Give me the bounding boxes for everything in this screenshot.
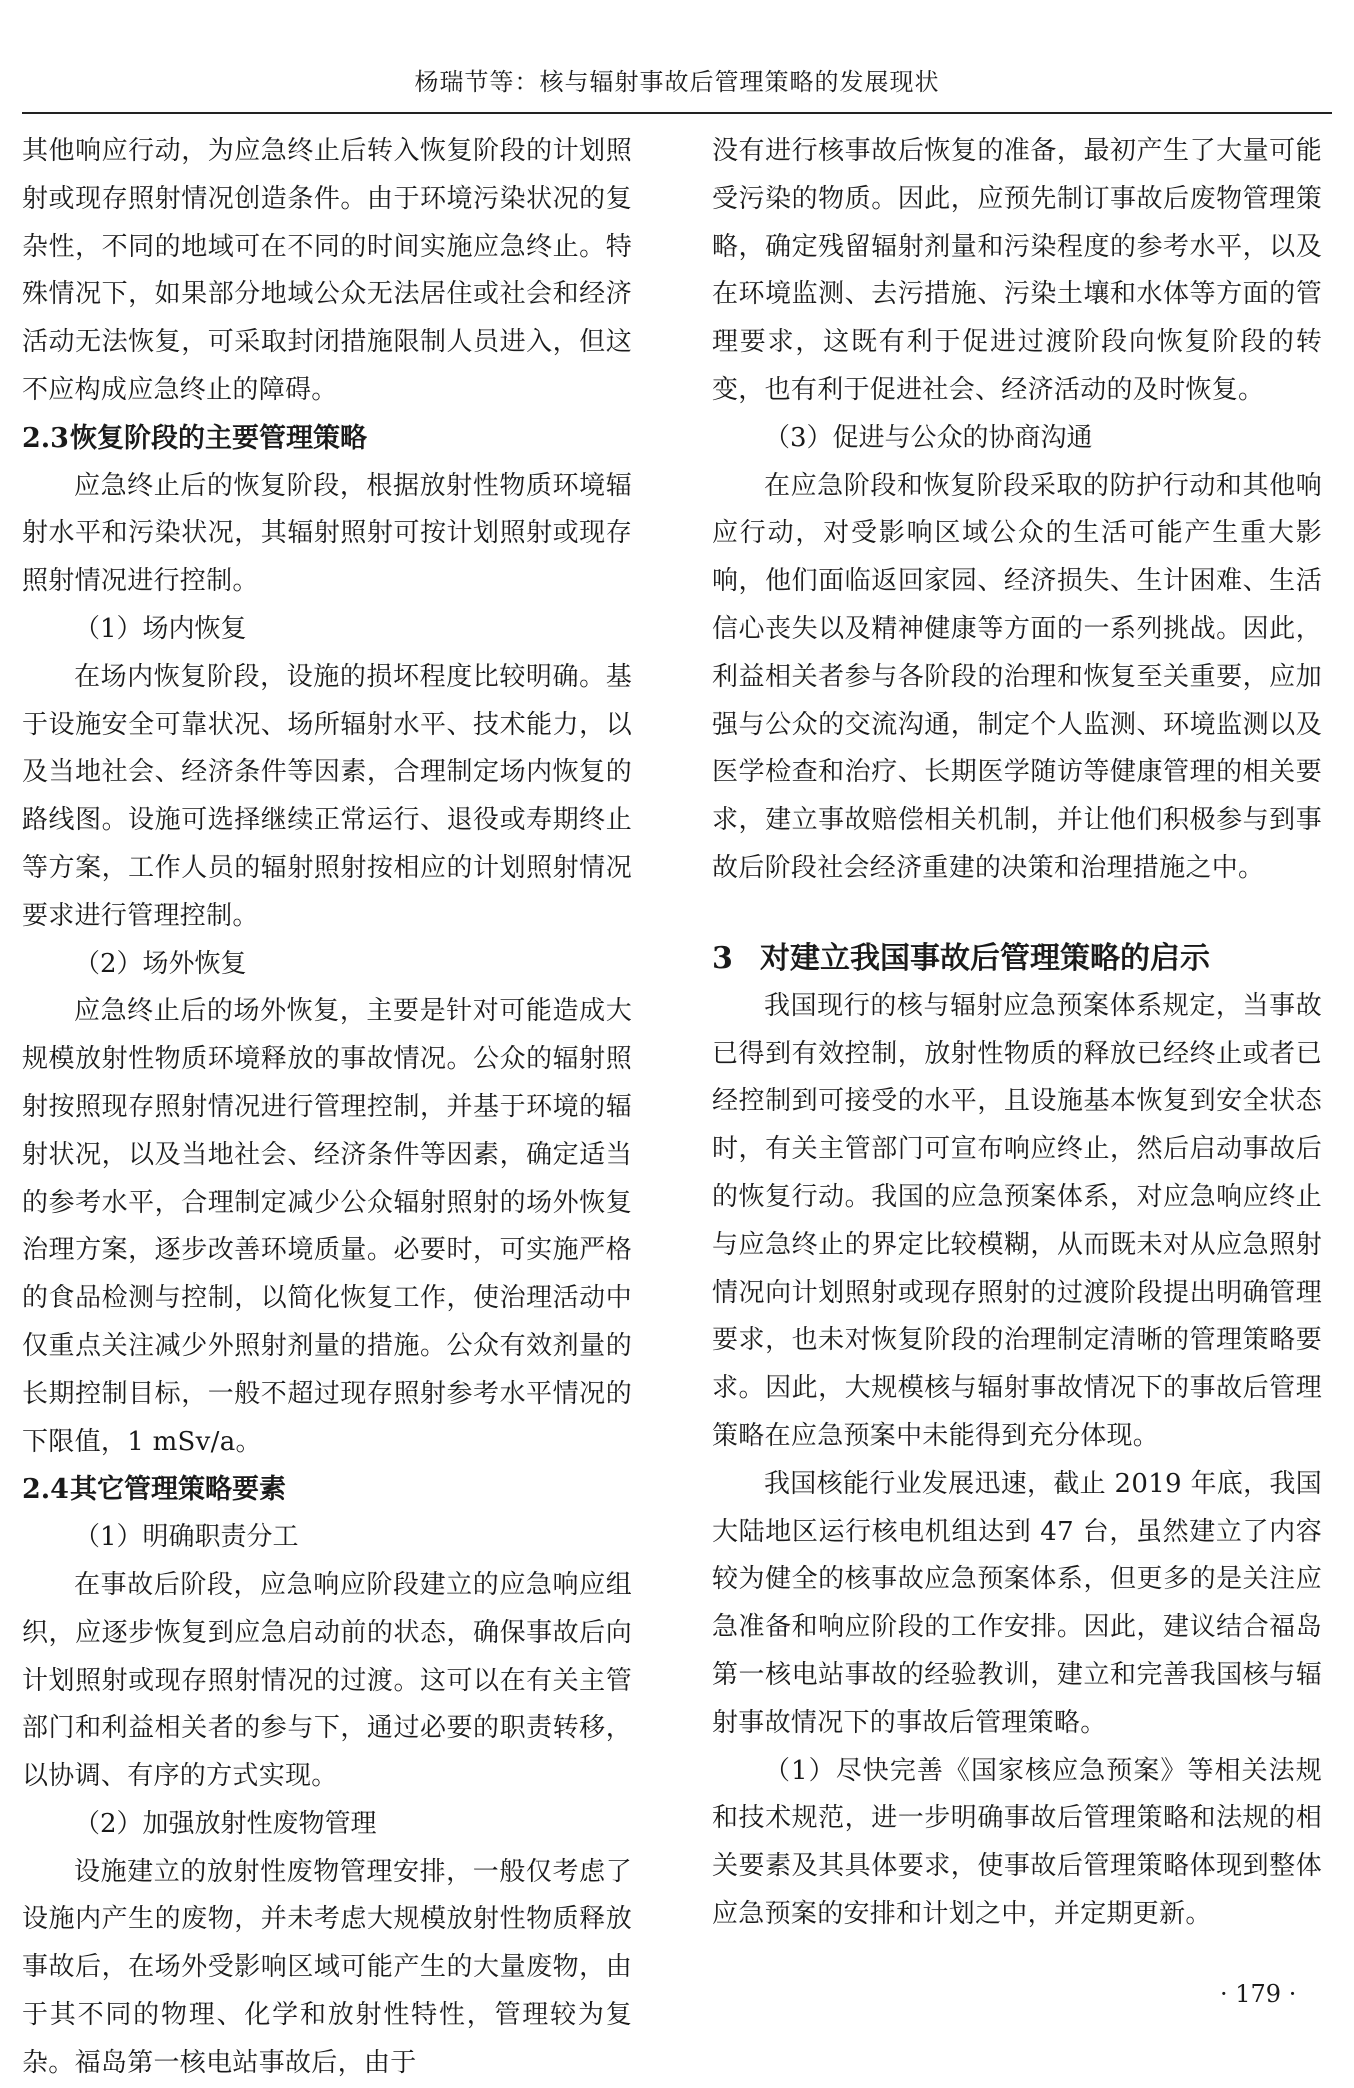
paragraph-intro-continued: 其他响应行动，为应急终止后转入恢复阶段的计划照射或现存照射情况创造条件。由于环境污染状况的复杂性，不同的地域可在不同的时间实施应急终止。特殊情况下，如果部分地域公众无法居住或社会和经济活动无法恢复，可采取封闭措施限制人员进入，但这不应构成应急终止的障碍。 [22, 136, 632, 405]
paragraph-3-b: 我国核能行业发展迅速，截止 2019 年底，我国大陆地区运行核电机组达到 47 台，虽然建立了内容较为健全的核事故应急预案体系，但更多的是关注应急准备和响应阶段的工作安排。因此，建议结合福岛第一核电站事故的经验教训，建立和完善我国核与辐射事故情况下的事故后管理策略。 [712, 1468, 1322, 1738]
paragraph-public-communication: 在应急阶段和恢复阶段采取的防护行动和其他响应行动，对受影响区域公众的生活可能产生重大影响，他们面临返回家园、经济损失、生计困难、生活信心丧失以及精神健康等方面的一系列挑战。因此，利益相关者参与各阶段的治理和恢复至关重要，应加强与公众的交流沟通，制定个人监测、环境监测以及医学检查和治疗、长期医学随访等健康管理的相关要求，建立事故赔偿相关机制，并让他们积极参与到事故后阶段社会经济重建的决策和治理措施之中。 [712, 470, 1322, 883]
paragraph-onsite-recovery: 在场内恢复阶段，设施的损坏程度比较明确。基于设施安全可靠状况、场所辐射水平、技术能力，以及当地社会、经济条件等因素，合理制定场内恢复的路线图。设施可选择继续正常运行、退役或寿期终止等方案，工作人员的辐射照射按相应的计划照射情况要求进行管理控制。 [22, 661, 632, 931]
subheading-onsite-recovery: （1）场内恢复 [74, 613, 247, 644]
section-number: 2.3 [22, 422, 69, 454]
page-header [0, 0, 1354, 110]
subheading-public-communication: （3）促进与公众的协商沟通 [764, 422, 1093, 453]
running-head: 杨瑞节等：核与辐射事故后管理策略的发展现状 [414, 68, 940, 96]
header-rule [22, 112, 1332, 114]
section-title: 恢复阶段的主要管理策略 [70, 422, 367, 454]
paragraph-3-a: 我国现行的核与辐射应急预案体系规定，当事故已得到有效控制，放射性物质的释放已经终止或者已经控制到可接受的水平，且设施基本恢复到安全状态时，有关主管部门可宣布响应终止，然后启动事故后的恢复行动。我国的应急预案体系，对应急响应终止与应急终止的界定比较模糊，从而既未对从应急照射情况向计划照射或现存照射的过渡阶段提出明确管理要求，也未对恢复阶段的治理制定清晰的管理策略要求。因此，大规模核与辐射事故情况下的事故后管理策略在应急预案中未能得到充分体现。 [712, 990, 1322, 1451]
left-column [22, 128, 632, 2078]
subheading-responsibilities: （1）明确职责分工 [74, 1522, 299, 1553]
paragraph-3-c: （1）尽快完善《国家核应急预案》等相关法规和技术规范，进一步明确事故后管理策略和法规的相关要素及其具体要求，使事故后管理策略体现到整体应急预案的安排和计划之中，并定期更新。 [712, 1755, 1322, 1929]
paragraph-waste-management: 设施建立的放射性废物管理安排，一般仅考虑了设施内产生的废物，并未考虑大规模放射性物质释放事故后，在场外受影响区域可能产生的大量废物，由于其不同的物理、化学和放射性特性，管理较为复杂。福岛第一核电站事故后，由于 [22, 1856, 632, 2078]
section-heading-3 [712, 935, 1322, 983]
right-column [712, 128, 1322, 1958]
paragraph-responsibilities: 在事故后阶段，应急响应阶段建立的应急响应组织，应逐步恢复到应急启动前的状态，确保事故后向计划照射或现存照射情况的过渡。这可以在有关主管部门和利益相关者的参与下，通过必要的职责转移，以协调、有序的方式实现。 [22, 1569, 632, 1792]
section-number: 2.4 [22, 1474, 69, 1506]
section-number: 3 [712, 940, 733, 976]
section-heading-2-4 [22, 1466, 632, 1514]
paragraph-2-3: 应急终止后的恢复阶段，根据放射性物质环境辐射水平和污染状况，其辐射照射可按计划照射或现存照射情况进行控制。 [22, 470, 632, 597]
section-heading-2-3 [22, 415, 632, 463]
paragraph-waste-continued: 没有进行核事故后恢复的准备，最初产生了大量可能受污染的物质。因此，应预先制订事故后废物管理策略，确定残留辐射剂量和污染程度的参考水平，以及在环境监测、去污措施、污染土壤和水体等方面的管理要求，这既有利于促进过渡阶段向恢复阶段的转变，也有利于促进社会、经济活动的及时恢复。 [712, 136, 1322, 405]
page-number: · 179 · [1220, 1980, 1297, 2008]
subheading-waste-management: （2）加强放射性废物管理 [74, 1808, 377, 1839]
paragraph-offsite-recovery: 应急终止后的场外恢复，主要是针对可能造成大规模放射性物质环境释放的事故情况。公众的辐射照射按照现存照射情况进行管理控制，并基于环境的辐射状况，以及当地社会、经济条件等因素，确定适当的参考水平，合理制定减少公众辐射照射的场外恢复治理方案，逐步改善环境质量。必要时，可实施严格的食品检测与控制，以简化恢复工作，使治理活动中仅重点关注减少外照射剂量的措施。公众有效剂量的长期控制目标，一般不超过现存照射参考水平情况的下限值，1 mSv/a。 [22, 996, 632, 1457]
section-title: 其它管理策略要素 [70, 1474, 286, 1506]
subheading-offsite-recovery: （2）场外恢复 [74, 948, 247, 979]
section-title: 对建立我国事故后管理策略的启示 [760, 940, 1210, 976]
